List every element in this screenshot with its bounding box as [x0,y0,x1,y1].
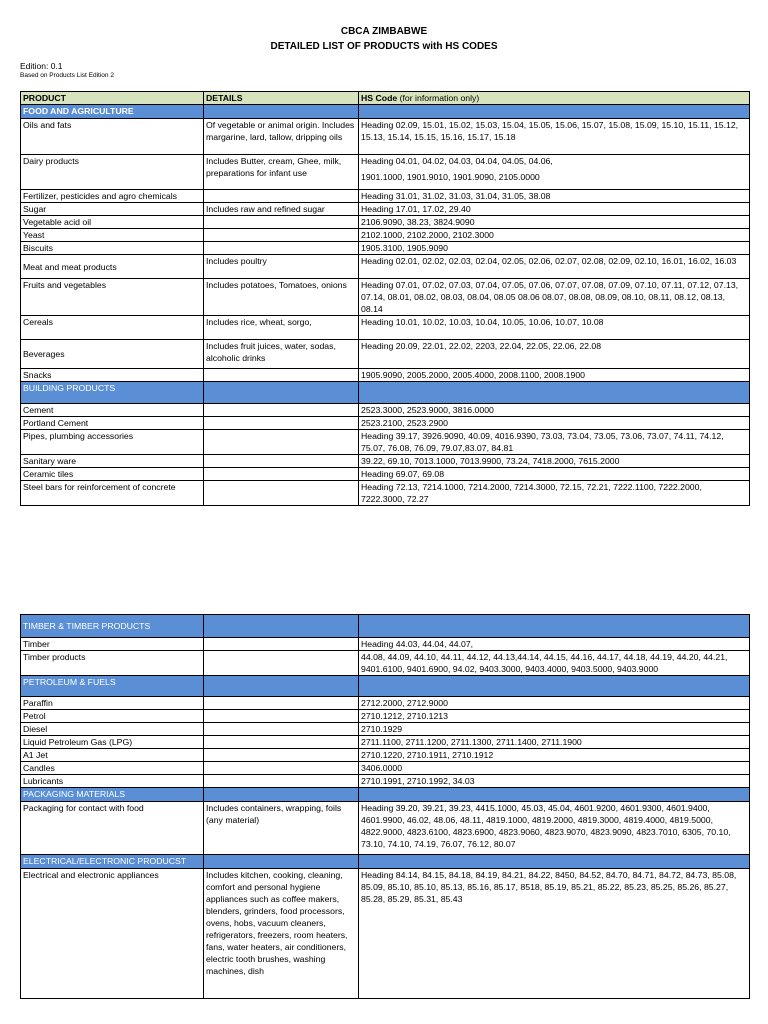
cell-details [204,468,359,481]
cell-hs-text: Heading 44.03, 44.04, 44.07, [361,639,474,649]
cell-hs [359,749,750,762]
cell-product [21,481,204,506]
cell-product [21,762,204,775]
table-row [21,316,750,340]
section-title-timber: TIMBER & TIMBER PRODUCTS [23,621,151,631]
cell-product [21,369,204,382]
cell-product [21,255,204,279]
cell-product [21,340,204,369]
cell-product [21,229,204,242]
cell-details [204,216,359,229]
cell-product-text: A1 Jet [23,750,48,760]
cell-hs-text: Heading 02.09, 15.01, 15.02, 15.03, 15.04, 15.05, 15.06, 15.07, 15.08, 15.09, 15.10, 15.11, 15.12, 15.13, 15.14, 15.15, 15.16, 15.17, 15.18 [361,120,739,142]
cell-details [204,340,359,369]
cell-hs-text: Heading 69.07, 69.08 [361,469,445,479]
table-row [21,279,750,316]
cell-hs [359,155,750,190]
cell-product-text: Fruits and vegetables [23,280,107,290]
table-row [21,255,750,279]
section-title-petroleum: PETROLEUM & FUELS [23,677,116,687]
cell-product [21,651,204,676]
cell-details [204,749,359,762]
cell-product-text: Snacks [23,370,52,380]
cell-product-text: Cereals [23,317,53,327]
cell-details [204,369,359,382]
cell-hs [359,430,750,455]
cell-hs [359,242,750,255]
cell-product [21,242,204,255]
document-title [0,24,768,54]
cell-hs [359,229,750,242]
cell-hs-text: Heading 39.20, 39.21, 39.23, 4415.1000, 45.03, 45.04, 4601.9200, 4601.9300, 4601.9400, 4601.9900, 46.02, 48.06, 48.11, 4819.1000, 4819.2000, 4819.3000, 4819.4000, 4819.5000, 4822.9000, 4823.6100, 4823.6900, 4823.9060, 4823.9070, 4823.9090, 4823.7010, 6305, 70.10, 73.10, 74.10, 74.19, 76.07, 76.12, 80.07 [361,803,731,849]
cell-product-text: Lubricants [23,776,64,786]
cell-product-text: Cement [23,405,54,415]
cell-hs [359,279,750,316]
cell-hs-text: Heading 84.14, 84.15, 84.18, 84.19, 84.21, 84.22, 8450, 84.52, 84.70, 84.71, 84.72, 84.73, 85.08, 85.09, 85.10, 85.10, 85.13, 85.16, 85.17, 8518, 85.19, 85.21, 85.22, 85.23, 85.25, 85.26, 85.27, 85.28, 85.29, 85.31, 85.43 [361,870,737,904]
cell-product [21,455,204,468]
cell-details-text: Includes Butter, cream, Ghee, milk, preparations for infant use [206,156,342,178]
cell-product-text: Dairy products [23,156,80,166]
cell-hs-text: Heading 20.09, 22.01, 22.02, 2203, 22.04, 22.05, 22.06, 22.08 [361,341,602,351]
cell-hs [359,762,750,775]
cell-product-text: Sanitary ware [23,456,77,466]
header-hs-code [359,92,750,105]
table-row [21,697,750,710]
table-row [21,119,750,155]
cell-hs [359,802,750,855]
cell-product [21,430,204,455]
cell-product [21,736,204,749]
cell-hs-text: 2523.3000, 2523.9000, 3816.0000 [361,405,494,415]
cell-product [21,119,204,155]
header-hs-code-bold: HS Code [361,93,398,103]
section-title-food: FOOD AND AGRICULTURE [23,106,134,116]
cell-product-text: Sugar [23,204,47,214]
edition-info [20,61,114,80]
cell-product-text: Timber [23,639,50,649]
cell-details [204,279,359,316]
cell-product [21,404,204,417]
cell-hs-text: Heading 02.01, 02.02, 02.03, 02.04, 02.05, 02.06, 02.07, 02.08, 02.09, 02.10, 16.01, 16.02, 16.03 [361,256,737,266]
table-row [21,802,750,855]
cell-hs-text: 2711.1100, 2711.1200, 2711.1300, 2711.1400, 2711.1900 [361,737,582,747]
table-row [21,216,750,229]
cell-product [21,710,204,723]
cell-details [204,723,359,736]
cell-product-text: Paraffin [23,698,53,708]
section-row-food [21,105,750,119]
cell-product [21,203,204,216]
cell-details [204,651,359,676]
cell-product [21,190,204,203]
cell-details [204,710,359,723]
table-row [21,229,750,242]
table-row [21,468,750,481]
cell-hs-text: 1905.9090, 2005.2000, 2005.4000, 2008.1100, 2008.1900 [361,370,585,380]
cell-hs [359,316,750,340]
cell-product [21,468,204,481]
cell-product-text: Pipes, plumbing accessories [23,431,134,441]
cell-details [204,155,359,190]
cell-hs [359,710,750,723]
cell-product-text: Ceramic tiles [23,469,74,479]
cell-details-text: Includes poultry [206,256,267,266]
cell-details [204,417,359,430]
cell-product [21,638,204,651]
cell-product [21,279,204,316]
cell-hs-text: Heading 31.01, 31.02, 31.03, 31.04, 31.05, 38.08 [361,191,551,201]
cell-hs-text: Heading 39.17, 3926.9090, 40.09, 4016.9390, 73.03, 73.04, 73.05, 73.06, 73.07, 74.11, 74.12, 75.07, 76.08, 76.09, 79.07,83.07, 84.81 [361,431,724,453]
cell-hs-text: Heading 17.01, 17.02, 29.40 [361,204,471,214]
cell-hs [359,651,750,676]
cell-hs [359,481,750,506]
cell-hs-text: 3406.0000 [361,763,403,773]
cell-hs [359,404,750,417]
cell-hs [359,869,750,999]
section-title-packaging: PACKAGING MATERIALS [23,789,126,799]
section-row-electrical [21,855,750,869]
cell-details [204,775,359,788]
header-details: DETAILS [204,92,359,105]
table-row [21,203,750,216]
table-row [21,710,750,723]
cell-product [21,723,204,736]
cell-hs-text-line2: 1901.1000, 1901.9010, 1901.9090, 2105.0000 [361,172,540,182]
table-row [21,340,750,369]
cell-hs [359,775,750,788]
section-row-petroleum [21,676,750,697]
cell-hs [359,697,750,710]
cell-hs [359,203,750,216]
cell-hs-text: Heading 07.01, 07.02, 07.03, 07.04, 07.05, 07.06, 07.07, 07.08, 07.09, 07.10, 07.11, 07.12, 07.13, 07.14, 08.01, 08.02, 08.03, 08.04, 08.05 08.06 08.07, 08.08, 08.09, 08.10, 08.11, 08.12, 08.13, 08.14 [361,280,739,314]
cell-hs-text: 1905.3100, 1905.9090 [361,243,448,253]
cell-product [21,216,204,229]
cell-details [204,316,359,340]
cell-product [21,417,204,430]
table-row [21,242,750,255]
cell-hs-text: 2710.1212, 2710.1213 [361,711,448,721]
cell-details [204,736,359,749]
cell-details-text: Includes potatoes, Tomatoes, onions [206,280,347,290]
cell-details [204,697,359,710]
cell-product-text: Candles [23,763,55,773]
edition-label: Edition: 0.1 [20,61,63,71]
cell-hs [359,216,750,229]
cell-product-text: Steel bars for reinforcement of concrete [23,482,176,492]
cell-product-text: Biscuits [23,243,53,253]
products-table-food-building [20,91,750,506]
cell-details-text: Includes rice, wheat, sorgo, [206,317,312,327]
cell-details [204,404,359,417]
cell-product [21,802,204,855]
table-row [21,430,750,455]
cell-hs-text: 2102.1000, 2102.2000, 2102.3000 [361,230,494,240]
table-row [21,455,750,468]
cell-product-text: Meat and meat products [23,261,117,272]
table-row [21,723,750,736]
cell-details-text: Includes raw and refined sugar [206,204,325,214]
cell-details [204,802,359,855]
cell-details [204,869,359,999]
cell-details [204,119,359,155]
cell-hs-text: Heading 04.01, 04.02, 04.03, 04.04, 04.05, 04.06, [361,156,553,166]
section-row-packaging [21,788,750,802]
cell-hs-text: 39.22, 69.10, 7013.1000, 7013.9900, 73.24, 7418.2000, 7615.2000 [361,456,620,466]
cell-product-text: Electrical and electronic appliances [23,870,159,880]
cell-details-text: Includes fruit juices, water, sodas, alcoholic drinks [206,341,336,363]
cell-hs-text: 2712.2000, 2712.9000 [361,698,448,708]
cell-hs-text: 2710.1929 [361,724,403,734]
cell-details [204,229,359,242]
table-row [21,736,750,749]
cell-product [21,869,204,999]
cell-hs-text: 44.08, 44.09, 44.10, 44.11, 44.12, 44.13,44.14, 44.15, 44.16, 44.17, 44.18, 44.19, 44.20, 44.21, 9401.6100, 9401.6900, 94.02, 9403.3000, 9403.4000, 9403.5000, 9403.9000 [361,652,728,674]
cell-hs [359,468,750,481]
cell-details [204,255,359,279]
section-row-building [21,382,750,404]
table-row [21,404,750,417]
cell-product-text: Portland Cement [23,418,89,428]
cell-product-text: Timber products [23,652,86,662]
cell-hs [359,119,750,155]
cell-details [204,190,359,203]
table-row [21,749,750,762]
cell-details-text: Includes containers, wrapping, foils (any material) [206,803,342,825]
cell-hs-text: 2106.9090, 38.23, 3824.9090 [361,217,475,227]
cell-details [204,455,359,468]
cell-product-text: Packaging for contact with food [23,803,144,813]
cell-hs [359,369,750,382]
cell-product-text: Liquid Petroleum Gas (LPG) [23,737,133,747]
section-title-building: BUILDING PRODUCTS [23,383,116,393]
cell-product-text: Yeast [23,230,45,240]
section-row-timber [21,615,750,638]
cell-hs [359,340,750,369]
cell-product-text: Vegetable acid oil [23,217,92,227]
cell-details [204,430,359,455]
cell-hs [359,723,750,736]
cell-product-text: Oils and fats [23,120,72,130]
products-table-timber-electrical [20,614,750,999]
table-row [21,869,750,999]
cell-hs [359,190,750,203]
cell-product [21,316,204,340]
cell-details [204,762,359,775]
table-row [21,481,750,506]
table-row [21,369,750,382]
based-on-label: Based on Products List Edition 2 [20,72,114,79]
cell-hs-text: 2710.1220, 2710.1911, 2710.1912 [361,750,494,760]
cell-hs [359,417,750,430]
cell-product-text: Petrol [23,711,46,721]
cell-product [21,155,204,190]
table-row [21,775,750,788]
header-product: PRODUCT [21,92,204,105]
table-row [21,638,750,651]
cell-hs-text: Heading 10.01, 10.02, 10.03, 10.04, 10.05, 10.06, 10.07, 10.08 [361,317,604,327]
cell-product-text: Beverages [23,349,65,359]
table-header-row [21,92,750,105]
section-title-electrical: ELECTRICAL/ELECTRONIC PRODUCST [23,856,187,866]
cell-product-text: Fertilizer, pesticides and agro chemicals [23,191,178,201]
cell-hs-text: 2710.1991, 2710.1992, 34.03 [361,776,475,786]
cell-details [204,203,359,216]
table-row [21,190,750,203]
title-line-2: DETAILED LIST OF PRODUCTS with HS CODES [270,41,498,52]
cell-hs [359,638,750,651]
cell-hs [359,455,750,468]
cell-product-text: Diesel [23,724,48,734]
table-row [21,651,750,676]
cell-details-text: Includes kitchen, cooking, cleaning, comfort and personal hygiene appliances such as coffee makers, blenders, grinders, food processors, ovens, hobs, vacuum cleaners, refrigerators, freezers, room heaters, fans, water heaters, air conditioners, electric tooth brushes, washing machines, dish [206,870,348,976]
table-row [21,762,750,775]
header-hs-code-note: (for information only) [397,93,480,103]
cell-hs-text: 2523.2100, 2523.2900 [361,418,448,428]
cell-details [204,242,359,255]
cell-details [204,481,359,506]
cell-hs-text: Heading 72.13, 7214.1000, 7214.2000, 7214.3000, 72.15, 72.21, 7222.1100, 7222.2000, 7222.3000, 72.27 [361,482,702,504]
cell-product [21,697,204,710]
cell-details-text: Of vegetable or animal origin. Includes margarine, lard, tallow, dripping oils [206,120,355,142]
cell-product [21,775,204,788]
table-row [21,417,750,430]
cell-details [204,638,359,651]
table-row [21,155,750,190]
title-line-1: CBCA ZIMBABWE [340,26,428,37]
cell-product [21,749,204,762]
cell-hs [359,255,750,279]
cell-hs [359,736,750,749]
